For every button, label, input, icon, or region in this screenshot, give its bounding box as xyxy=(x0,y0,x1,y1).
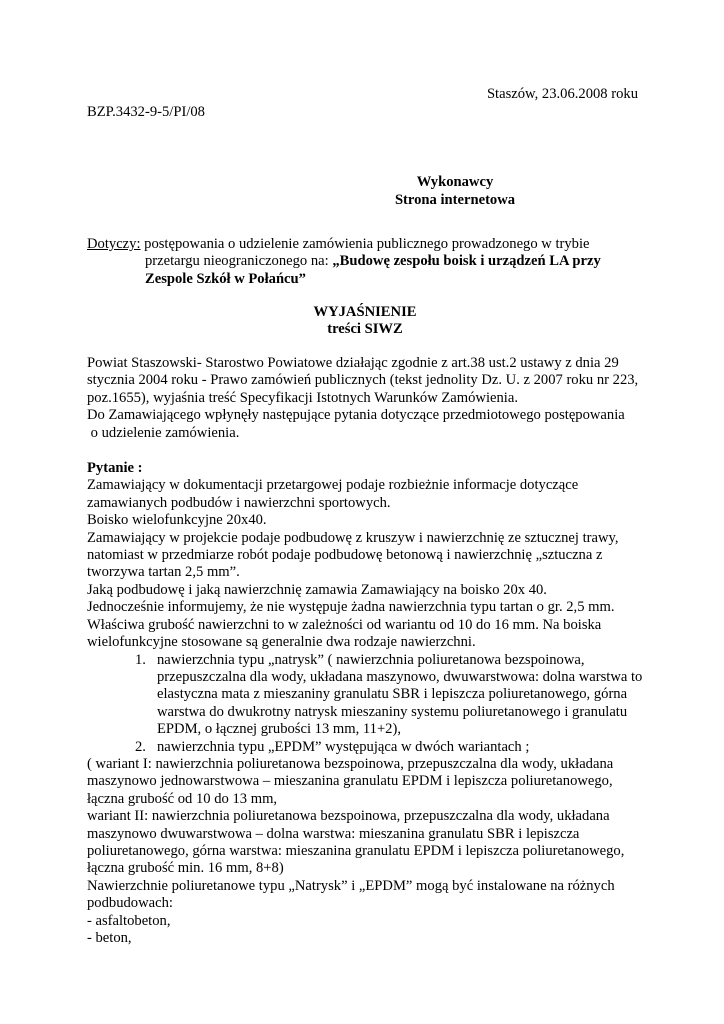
title-line-2: treści SIWZ xyxy=(327,321,403,338)
document-title xyxy=(280,304,450,339)
question-line: Boisko wielofunkcyjne 20x40. xyxy=(87,512,267,529)
question-line: Jednocześnie informujemy, że nie występuje żadna nawierzchnia typu tartan o gr. 2,5 mm. xyxy=(87,599,615,616)
question-heading: Pytanie : xyxy=(87,460,143,477)
question-tail-line: wariant II: nawierzchnia poliuretanowa bezspoinowa, przepuszczalna dla wody, układana xyxy=(87,808,610,825)
question-line: zamawianych podbudów i nawierzchni sportowych. xyxy=(87,494,391,511)
question-tail-line: maszynowo jednowarstwowa – mieszanina granulatu EPDM i lepiszcza poliuretanowego, xyxy=(87,773,613,790)
regarding-line-2: przetargu nieograniczonego na: xyxy=(145,253,333,270)
intro-line-4: Do Zamawiającego wpłynęły następujące pytania dotyczące przedmiotowego postępowania xyxy=(87,407,625,424)
regarding-subject-2: Zespole Szkół w Połańcu” xyxy=(145,270,306,287)
question-line: wielofunkcyjne stosowane są generalnie dwa rodzaje nawierzchni. xyxy=(87,634,476,651)
question-line: Zamawiający w projekcie podaje podbudowę z kruszyw i nawierzchnię ze sztucznej trawy, xyxy=(87,529,619,546)
date-line: Staszów, 23.06.2008 roku xyxy=(486,86,638,102)
intro-line-1: Powiat Staszowski- Starostwo Powiatowe działając zgodnie z art.38 ust.2 ustawy z dnia 29 xyxy=(87,355,619,371)
addressee-line-2: Strona internetowa xyxy=(394,192,516,208)
intro-line-2: stycznia 2004 roku - Prawo zamówień publicznych (tekst jednolity Dz. U. z 2007 roku nr 223, xyxy=(87,372,639,389)
question-line: natomiast w przedmiarze robót podaje podbudowę betonową i nawierzchnię „sztuczna z xyxy=(87,547,603,564)
title-line-1: WYJAŚNIENIE xyxy=(313,304,417,320)
question-line: tworzywa tartan 2,5 mm”. xyxy=(87,564,240,581)
addressee-line-1: Wykonawcy xyxy=(416,174,494,190)
list-item-2 xyxy=(87,739,647,756)
question-tail-line: maszynowo dwuwarstwowa – dolna warstwa: mieszanina granulatu SBR i lepiszcza xyxy=(87,825,580,842)
regarding-line-1: postępowania o udzielenie zamówienia publicznego prowadzonego w trybie xyxy=(144,236,590,252)
question-tail-line: - beton, xyxy=(87,930,132,946)
list-item-1-line: elastyczna mata z mieszaniny granulatu SBR i lepiszcza poliuretanowego, górna xyxy=(157,686,628,703)
list-item-1-line: warstwa do dwukrotny natrysk mieszaniny systemu poliuretanowego i granulatu xyxy=(157,703,628,720)
list-item-1-line: nawierzchnia typu „natrysk” ( nawierzchnia poliuretanowa bezspoinowa, xyxy=(157,651,585,668)
list-item-2-number: 2. xyxy=(135,738,146,755)
document-body xyxy=(87,355,647,947)
list-item-1-number: 1. xyxy=(135,651,146,668)
list-item-1 xyxy=(87,652,647,739)
addressees xyxy=(380,173,530,209)
question-line: Jaką podbudowę i jaką nawierzchnię zamawia Zamawiający na boisko 20x 40. xyxy=(87,581,547,598)
reference-number: BZP.3432-9-5/PI/08 xyxy=(87,104,205,120)
list-item-1-line: EPDM, o łącznej grubości 13 mm, 11+2), xyxy=(157,721,401,738)
regarding-subject-1: „Budowę zespołu boisk i urządzeń LA przy xyxy=(332,253,601,270)
intro-line-5: o udzielenie zamówienia. xyxy=(87,424,240,441)
question-line: Właściwa grubość nawierzchni to w zależności od wariantu od 10 do 16 mm. Na boiska xyxy=(87,616,602,633)
question-line: Zamawiający w dokumentacji przetargowej podaje rozbieżnie informacje dotyczące xyxy=(87,477,579,494)
question-tail-line: łączna grubość od 10 do 13 mm, xyxy=(87,790,278,807)
regarding-block xyxy=(87,236,647,288)
question-tail-line: - asfaltobeton, xyxy=(87,912,171,929)
regarding-label: Dotyczy: xyxy=(87,236,141,252)
question-tail-line: podbudowach: xyxy=(87,895,173,912)
question-tail-line: Nawierzchnie poliuretanowe typu „Natrysk” i „EPDM” mogą być instalowane na różnych xyxy=(87,877,615,894)
list-item-2-line: nawierzchnia typu „EPDM” występująca w dwóch wariantach ; xyxy=(157,738,530,755)
question-tail-line: poliuretanowego, górna warstwa: mieszanina granulatu EPDM i lepiszcza poliuretanowego, xyxy=(87,842,625,859)
intro-line-3: poz.1655), wyjaśnia treść Specyfikacji Istotnych Warunków Zamówienia. xyxy=(87,389,518,406)
list-item-1-line: przepuszczalna dla wody, układana maszynowo, dwuwarstwowa: dolna warstwa to xyxy=(157,668,643,685)
question-tail-line: ( wariant I: nawierzchnia poliuretanowa bezspoinowa, przepuszczalna dla wody, układana xyxy=(87,755,614,772)
question-tail-line: łączna grubość min. 16 mm, 8+8) xyxy=(87,860,284,877)
